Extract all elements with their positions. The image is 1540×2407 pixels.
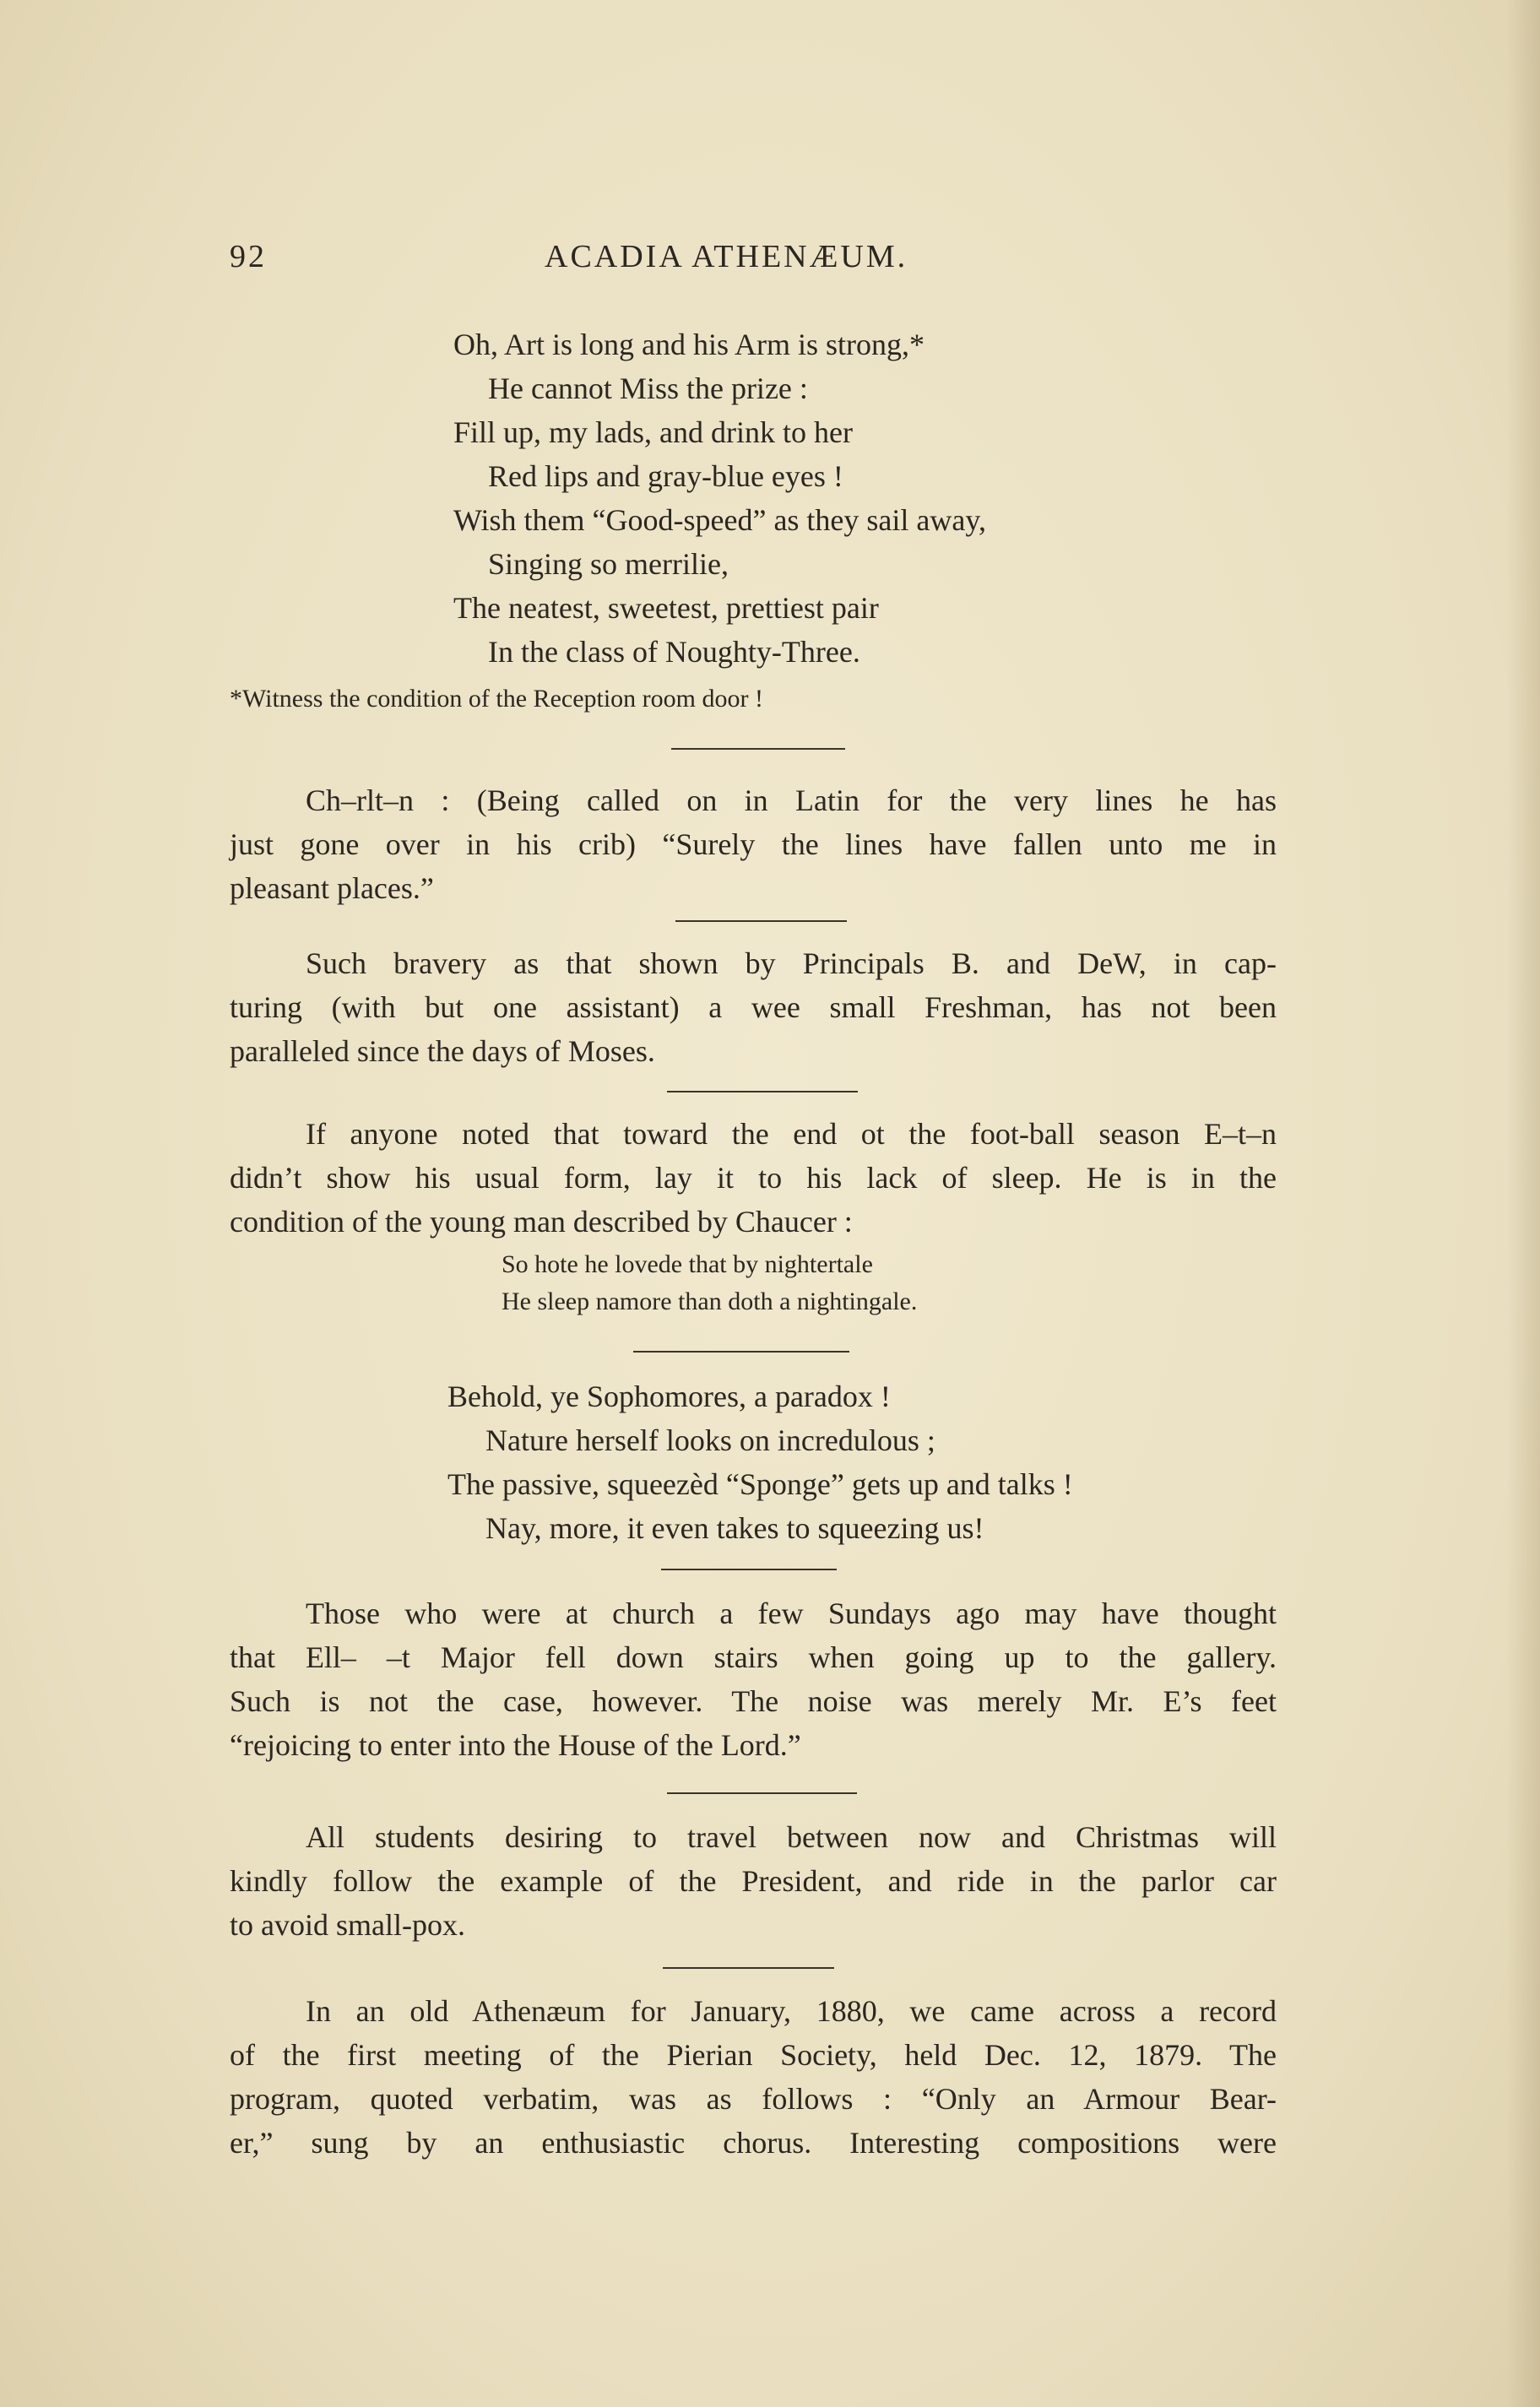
paragraph-line: just gone over in his crib) “Surely the lines have fallen unto me in (230, 827, 1277, 861)
paragraph-line: Such bravery as that shown by Principals B. and DeW, in cap- (306, 946, 1277, 980)
poem1-line: In the class of Noughty-Three. (488, 635, 860, 669)
paragraph-line: Ch–rlt–n : (Being called on in Latin for the very lines he has (306, 783, 1277, 817)
running-title: ACADIA ATHENÆUM. (545, 239, 908, 274)
section-divider (661, 1569, 837, 1570)
poem2-line: Nature herself looks on incredulous ; (485, 1423, 935, 1457)
paragraph-line: In an old Athenæum for January, 1880, we came across a record (306, 1994, 1277, 2028)
poem1-line: Red lips and gray-blue eyes ! (488, 459, 843, 493)
section-divider (663, 1967, 834, 1969)
paragraph-line: pleasant places.” (230, 871, 434, 905)
chaucer-quote-line: He sleep namore than doth a nightingale. (502, 1288, 918, 1315)
paragraph-line: condition of the young man described by Chaucer : (230, 1205, 853, 1239)
paragraph-line: “rejoicing to enter into the House of the Lord.” (230, 1728, 801, 1762)
poem1-line: The neatest, sweetest, prettiest pair (453, 591, 879, 625)
poem2-line: The passive, squeezèd “Sponge” gets up and talks ! (447, 1467, 1073, 1501)
paragraph-line: didn’t show his usual form, lay it to his lack of sleep. He is in the (230, 1161, 1277, 1195)
poem2-line: Behold, ye Sophomores, a paradox ! (447, 1380, 891, 1413)
section-divider (675, 920, 847, 922)
paragraph-line: kindly follow the example of the President, and ride in the parlor car (230, 1864, 1277, 1898)
paragraph-line: that Ell– –t Major fell down stairs when going up to the gallery. (230, 1640, 1277, 1674)
paragraph-line: program, quoted verbatim, was as follows : “Only an Armour Bear- (230, 2082, 1277, 2116)
paragraph-line: of the first meeting of the Pierian Society, held Dec. 12, 1879. The (230, 2038, 1277, 2072)
chaucer-quote-line: So hote he lovede that by nightertale (502, 1250, 873, 1278)
paragraph-line: If anyone noted that toward the end ot the foot-ball season E–t–n (306, 1117, 1277, 1151)
poem1-line: Oh, Art is long and his Arm is strong,* (453, 328, 925, 361)
paragraph-line: turing (with but one assistant) a wee small Freshman, has not been (230, 990, 1277, 1024)
poem1-line: Singing so merrilie, (488, 547, 729, 581)
paragraph-line: Those who were at church a few Sundays ago may have thought (306, 1597, 1277, 1630)
section-divider (667, 1792, 857, 1794)
poem2-line: Nay, more, it even takes to squeezing us! (485, 1511, 984, 1545)
poem1-footnote: *Witness the condition of the Reception room door ! (230, 685, 763, 713)
paragraph-line: er,” sung by an enthusiastic chorus. Interesting compositions were (230, 2126, 1277, 2160)
paragraph-line: All students desiring to travel between now and Christmas will (306, 1820, 1277, 1854)
paragraph-line: Such is not the case, however. The noise was merely Mr. E’s feet (230, 1684, 1277, 1718)
paragraph-line: to avoid small-pox. (230, 1908, 465, 1942)
page-edge-shadow (1506, 0, 1540, 2407)
poem1-line: Wish them “Good-speed” as they sail away, (453, 503, 987, 537)
page-number: 92 (230, 239, 267, 274)
paragraph-line: paralleled since the days of Moses. (230, 1034, 655, 1068)
section-divider (633, 1351, 849, 1353)
poem1-line: Fill up, my lads, and drink to her (453, 415, 853, 449)
poem1-line: He cannot Miss the prize : (488, 371, 808, 405)
section-divider (671, 748, 845, 750)
section-divider (667, 1091, 858, 1092)
